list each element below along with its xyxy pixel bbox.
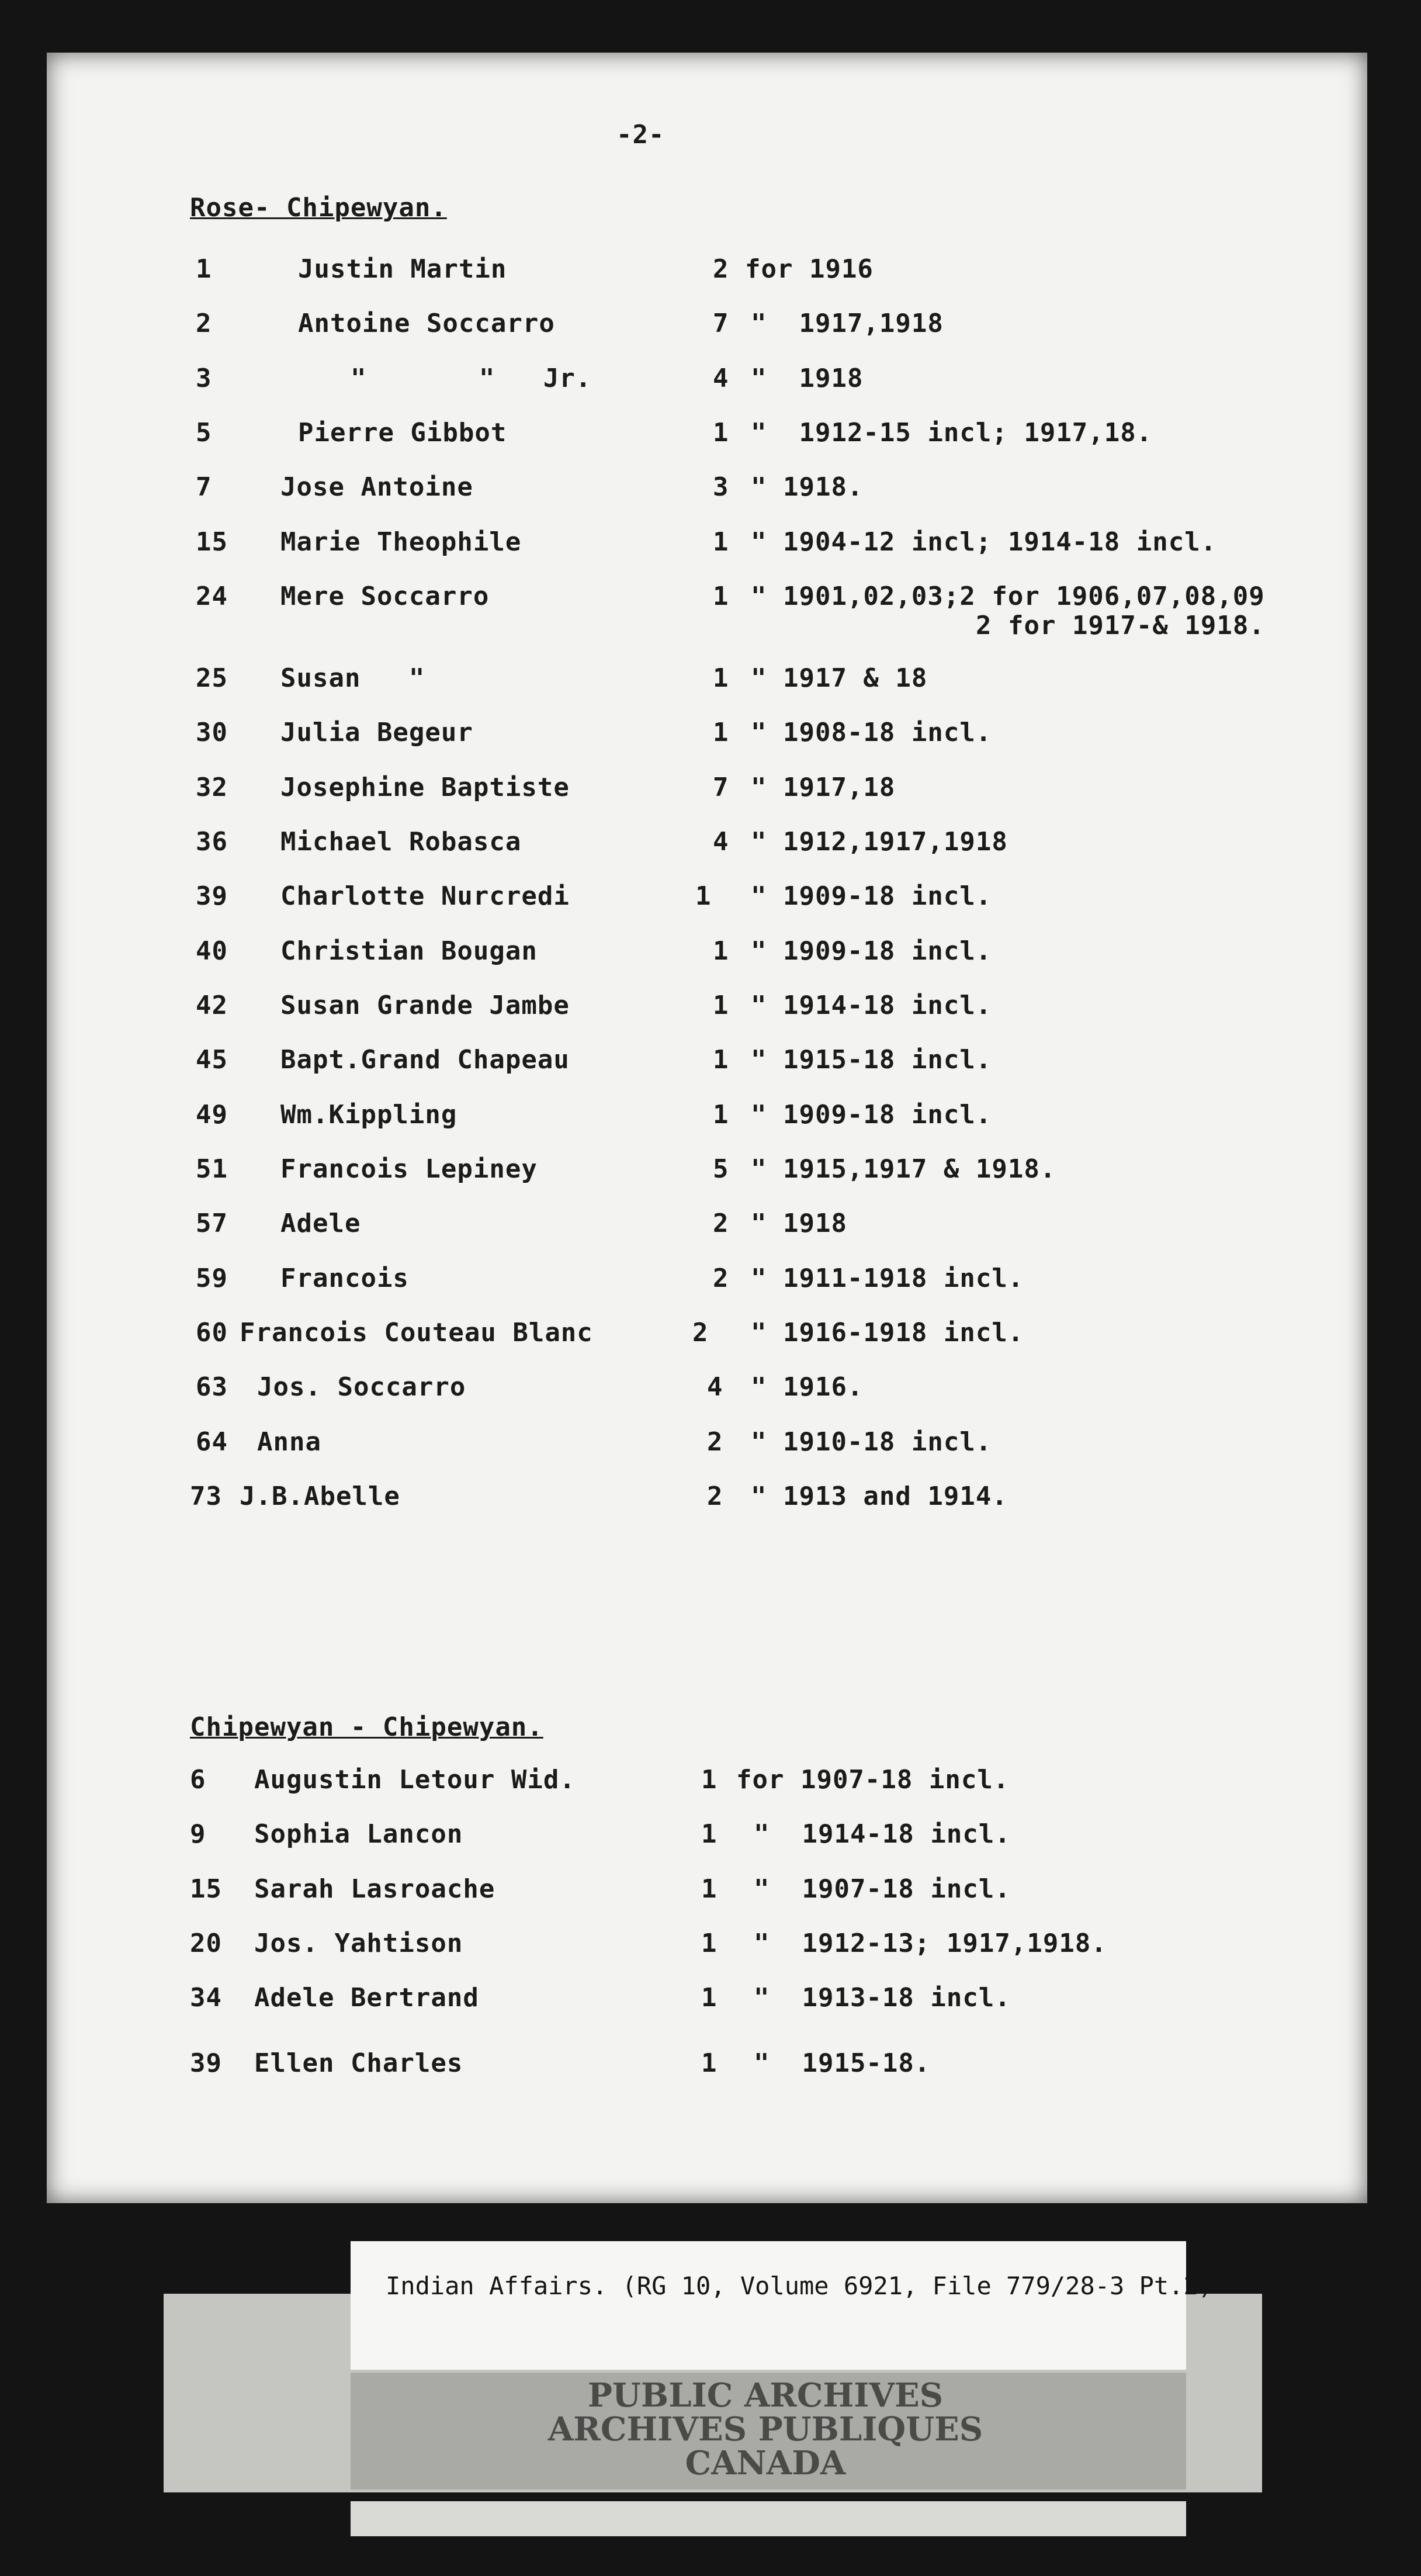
row-name: Julia Begeur xyxy=(280,718,473,747)
row-num: 57 xyxy=(196,1209,228,1238)
row-num: 39 xyxy=(190,2048,222,2078)
row-name: Wm.Kippling xyxy=(280,1100,458,1130)
row-name: Susan Grande Jambe xyxy=(280,991,570,1020)
row-count: 7 xyxy=(713,773,729,802)
row-count: 2 xyxy=(707,1427,723,1457)
row-count: 1 xyxy=(701,1765,718,1795)
stamp-line: ARCHIVES PUBLIQUES xyxy=(547,2410,983,2449)
row-name: Adele xyxy=(280,1209,361,1238)
row-name: Jose Antoine xyxy=(280,472,473,502)
row-num: 5 xyxy=(196,418,212,448)
row-num: 25 xyxy=(196,663,228,693)
row-count: 1 xyxy=(713,718,729,747)
row-name: " " Jr. xyxy=(351,363,592,393)
row-count: 1 xyxy=(701,1928,718,1958)
row-num: 24 xyxy=(196,581,228,611)
row-count: 1 xyxy=(713,663,729,693)
row-name: Augustin Letour Wid. xyxy=(254,1765,576,1795)
row-count: 4 xyxy=(713,827,729,857)
row-name: Francois Couteau Blanc xyxy=(240,1318,593,1348)
row-detail: " 1915-18. xyxy=(754,2048,931,2078)
row-name: Antoine Soccarro xyxy=(298,309,555,338)
row-detail: " 1912,1917,1918 xyxy=(751,827,1008,857)
row-num: 3 xyxy=(196,363,212,393)
row-num: 39 xyxy=(196,881,228,911)
row-num: 30 xyxy=(196,718,228,747)
row-detail: " 1909-18 incl. xyxy=(751,881,992,911)
row-detail: for 1916 xyxy=(745,254,874,284)
row-num: 1 xyxy=(196,254,212,284)
row-count: 2 xyxy=(713,1209,729,1238)
row-detail: " 1908-18 incl. xyxy=(751,718,992,747)
row-detail: " 1915-18 incl. xyxy=(751,1045,992,1075)
row-detail: " 1910-18 incl. xyxy=(751,1427,992,1457)
row-detail: " 1914-18 incl. xyxy=(754,1819,1011,1849)
row-num: 64 xyxy=(196,1427,228,1457)
row-detail: " 1917,18 xyxy=(751,773,896,802)
row-name: Marie Theophile xyxy=(280,527,522,557)
document-page xyxy=(47,53,1367,2203)
row-name: Sophia Lancon xyxy=(254,1819,463,1849)
row-name: Bapt.Grand Chapeau xyxy=(280,1045,570,1075)
row-detail: " 1916-1918 incl. xyxy=(751,1318,1024,1348)
row-count: 1 xyxy=(713,1100,729,1130)
row-detail: " 1909-18 incl. xyxy=(751,936,992,966)
row-num: 9 xyxy=(190,1819,206,1849)
stamp-line: CANADA xyxy=(685,2444,846,2482)
row-count: 1 xyxy=(713,991,729,1020)
row-detail-continued: 2 for 1917-& 1918. xyxy=(976,611,1265,640)
row-num: 73 xyxy=(190,1481,222,1511)
section-heading: Chipewyan - Chipewyan. xyxy=(190,1712,543,1742)
row-detail: " 1918 xyxy=(751,1209,847,1238)
row-name: Jos. Soccarro xyxy=(257,1372,466,1402)
row-num: 51 xyxy=(196,1154,228,1184)
row-num: 59 xyxy=(196,1263,228,1293)
row-detail: " 1911-1918 incl. xyxy=(751,1263,1024,1293)
row-num: 20 xyxy=(190,1928,222,1958)
row-detail: " 1915,1917 & 1918. xyxy=(751,1154,1056,1184)
row-count: 1 xyxy=(713,418,729,448)
caption-card xyxy=(351,2241,1214,2370)
row-num: 60 xyxy=(196,1318,228,1348)
row-count: 1 xyxy=(713,1045,729,1075)
row-num: 42 xyxy=(196,991,228,1020)
row-count: 1 xyxy=(695,881,712,911)
row-num: 34 xyxy=(190,1983,222,2013)
row-count: 5 xyxy=(713,1154,729,1184)
row-name: Pierre Gibbot xyxy=(298,418,507,448)
row-detail: " 1917,1918 xyxy=(751,309,944,338)
row-name: Francois Lepiney xyxy=(280,1154,538,1184)
row-num: 49 xyxy=(196,1100,228,1130)
row-detail: " 1913-18 incl. xyxy=(754,1983,1011,2013)
row-num: 15 xyxy=(190,1874,222,1904)
row-name: Anna xyxy=(257,1427,321,1457)
row-count: 1 xyxy=(701,2048,718,2078)
row-detail: " 1914-18 incl. xyxy=(751,991,992,1020)
row-num: 63 xyxy=(196,1372,228,1402)
row-num: 15 xyxy=(196,527,228,557)
row-detail: " 1912-15 incl; 1917,18. xyxy=(751,418,1153,448)
row-name: Sarah Lasroache xyxy=(254,1874,495,1904)
row-num: 32 xyxy=(196,773,228,802)
row-name: Charlotte Nurcredi xyxy=(280,881,570,911)
bottom-strip xyxy=(351,2501,1186,2536)
row-name: Michael Robasca xyxy=(280,827,522,857)
archive-caption: Indian Affairs. (RG 10, Volume 6921, File 779/28-3 Pt.2) xyxy=(386,2272,1214,2300)
row-num: 36 xyxy=(196,827,228,857)
row-name: Christian Bougan xyxy=(280,936,538,966)
row-count: 1 xyxy=(701,1983,718,2013)
row-detail: " 1904-12 incl; 1914-18 incl. xyxy=(751,527,1217,557)
row-count: 2 xyxy=(713,1263,729,1293)
archives-stamp xyxy=(502,2378,1028,2480)
row-num: 6 xyxy=(190,1765,206,1795)
row-count: 1 xyxy=(701,1874,718,1904)
row-name: J.B.Abelle xyxy=(240,1481,400,1511)
page-number: -2- xyxy=(616,120,665,150)
row-name: Mere Soccarro xyxy=(280,581,490,611)
row-name: Francois xyxy=(280,1263,409,1293)
row-detail: " 1912-13; 1917,1918. xyxy=(754,1928,1107,1958)
row-count: 3 xyxy=(713,472,729,502)
row-name: Ellen Charles xyxy=(254,2048,463,2078)
row-num: 40 xyxy=(196,936,228,966)
row-name: Justin Martin xyxy=(298,254,507,284)
row-detail: " 1918 xyxy=(751,363,864,393)
stamp-line: PUBLIC ARCHIVES xyxy=(587,2376,944,2415)
row-name: Jos. Yahtison xyxy=(254,1928,463,1958)
row-name: Josephine Baptiste xyxy=(280,773,570,802)
row-num: 7 xyxy=(196,472,212,502)
row-count: 2 xyxy=(692,1318,709,1348)
row-detail: " 1918. xyxy=(751,472,864,502)
row-count: 1 xyxy=(713,936,729,966)
row-count: 2 xyxy=(707,1481,723,1511)
row-count: 2 xyxy=(713,254,729,284)
row-num: 45 xyxy=(196,1045,228,1075)
row-count: 4 xyxy=(707,1372,723,1402)
row-count: 1 xyxy=(701,1819,718,1849)
row-name: Adele Bertrand xyxy=(254,1983,479,2013)
row-detail: " 1917 & 18 xyxy=(751,663,928,693)
row-detail: " 1913 and 1914. xyxy=(751,1481,1008,1511)
row-detail: " 1916. xyxy=(751,1372,864,1402)
row-count: 4 xyxy=(713,363,729,393)
row-count: 1 xyxy=(713,581,729,611)
row-detail: " 1909-18 incl. xyxy=(751,1100,992,1130)
row-detail: " 1901,02,03;2 for 1906,07,08,09 xyxy=(751,581,1265,611)
row-detail: " 1907-18 incl. xyxy=(754,1874,1011,1904)
row-name: Susan " xyxy=(280,663,425,693)
row-count: 1 xyxy=(713,527,729,557)
section-heading: Rose- Chipewyan. xyxy=(190,193,447,223)
row-num: 2 xyxy=(196,309,212,338)
row-count: 7 xyxy=(713,309,729,338)
row-detail: for 1907-18 incl. xyxy=(736,1765,1010,1795)
